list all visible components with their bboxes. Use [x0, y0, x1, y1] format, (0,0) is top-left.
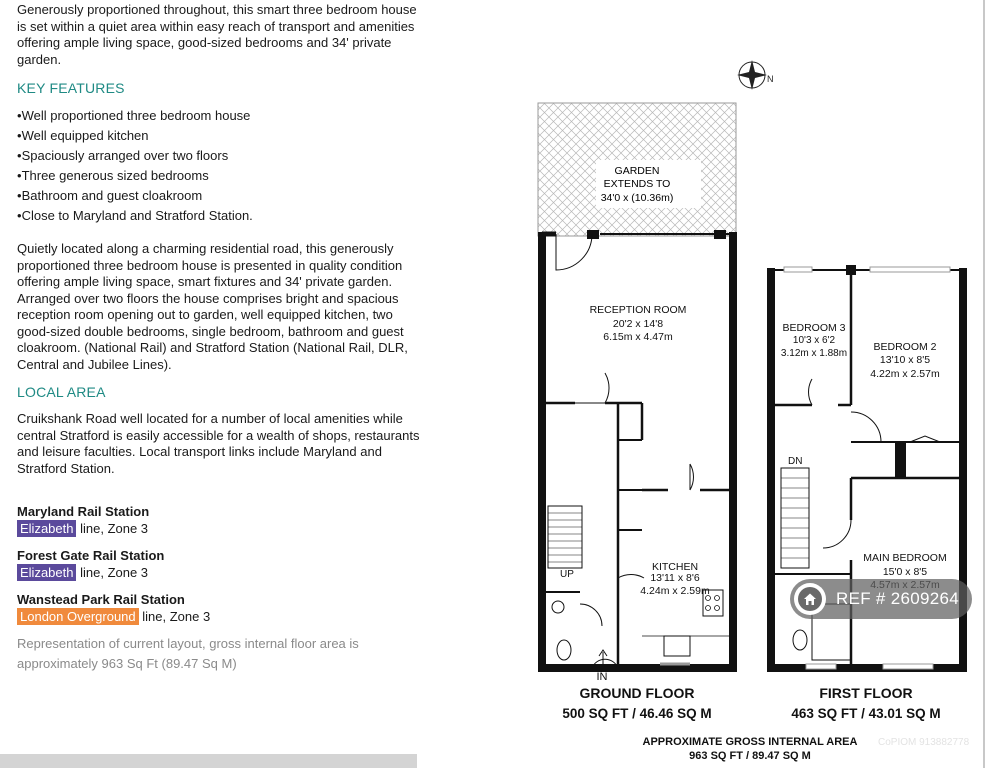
home-icon	[794, 583, 826, 615]
total-area-value: 963 SQ FT / 89.47 SQ M	[689, 750, 811, 762]
station-name: Maryland Rail Station	[17, 504, 150, 519]
ground-floor-labels	[590, 304, 710, 683]
room-dimensions-metric: 4.24m x 2.59m	[640, 585, 710, 597]
ground-floor-area: 500 SQ FT / 46.46 SQ M	[562, 706, 712, 721]
total-area-title: APPROXIMATE GROSS INTERNAL AREA	[642, 736, 858, 748]
stairs-up-label: UP	[560, 569, 574, 580]
local-area-paragraph: Cruikshank Road well located for a number of local amenities while central Stratford is easily accessible for a wealth of shops, restaurants and leisure faculties. Local transport links include Maryland and Stratford Station.	[17, 411, 420, 476]
list-item: • Spaciously arranged over two floors	[17, 146, 253, 166]
room-label-main-bedroom: MAIN BEDROOM	[863, 552, 947, 564]
line-badge: Elizabeth	[17, 564, 76, 581]
listing-description	[0, 0, 430, 768]
zone-text: line, Zone 3	[80, 521, 149, 536]
room-dimensions-metric: 3.12m x 1.88m	[780, 348, 848, 359]
stairs-down-label: DN	[788, 456, 803, 467]
horizontal-scrollbar[interactable]	[0, 754, 417, 768]
station-name: Forest Gate Rail Station	[17, 548, 165, 563]
first-floor-labels	[781, 322, 947, 591]
local-area-heading: LOCAL AREA	[17, 384, 106, 400]
garden-label-line2: EXTENDS TO	[603, 178, 671, 190]
reference-badge	[790, 579, 972, 619]
station-forest-gate	[17, 547, 164, 582]
list-item: • Three generous sized bedrooms	[17, 166, 253, 186]
garden-label: GARDEN	[614, 165, 660, 177]
room-label-bedroom-3: BEDROOM 3	[782, 322, 846, 334]
list-item: • Bathroom and guest cloakroom	[17, 186, 253, 206]
station-wanstead-park	[17, 591, 210, 626]
room-dimensions-imperial: 15'0 x 8'5	[882, 566, 928, 578]
first-floor-title: FIRST FLOOR	[819, 685, 913, 701]
room-dimensions-imperial: 13'11 x 8'6	[650, 572, 700, 584]
zone-text: line, Zone 3	[142, 609, 211, 624]
first-floor-area: 463 SQ FT / 43.01 SQ M	[791, 706, 941, 721]
ground-floor-plan	[542, 230, 733, 668]
body-paragraph: Quietly located along a charming residential road, this generously proportioned three bedroom house is presented in quality condition offering ample living space, smart fixtures and 34' private garden. Arranged over two floors the house comprises bright and spacious reception room opening out to garden, well equipped kitchen, two good-sized double bedrooms, single bedroom, bathroom and guest cloakroom. (National Rail) and Stratford Station (National Rail, DLR, Central and Jubilee Lines).	[17, 241, 408, 372]
line-badge: London Overground	[17, 608, 139, 625]
room-dimensions-imperial: 20'2 x 14'8	[612, 318, 664, 330]
compass-icon	[737, 60, 774, 90]
entrance-label: IN	[596, 671, 608, 683]
station-maryland	[17, 503, 149, 538]
compass-north-label: N	[767, 74, 774, 84]
ground-floor-title: GROUND FLOOR	[579, 685, 695, 701]
room-dimensions-metric: 6.15m x 4.47m	[603, 331, 673, 343]
room-dimensions-imperial: 10'3 x 6'2	[792, 335, 836, 346]
floor-area-disclaimer: Representation of current layout, gross internal floor area is approximately 963 Sq Ft (89.47 Sq M)	[17, 636, 359, 671]
garden-dimensions: 34'0 x (10.36m)	[600, 192, 674, 204]
station-name: Wanstead Park Rail Station	[17, 592, 185, 607]
floorplan-drawing	[430, 0, 983, 768]
list-item: • Well equipped kitchen	[17, 126, 253, 146]
garden-area	[538, 103, 736, 236]
room-label-bedroom-2: BEDROOM 2	[873, 341, 937, 353]
watermark-text: CoPIOM 913882778	[878, 737, 970, 748]
line-badge: Elizabeth	[17, 520, 76, 537]
key-features-list	[17, 106, 253, 226]
floor-area-summary	[562, 685, 940, 762]
zone-text: line, Zone 3	[80, 565, 149, 580]
room-label-kitchen: KITCHEN	[651, 561, 699, 573]
list-item: • Well proportioned three bedroom house	[17, 106, 253, 126]
room-label-reception: RECEPTION ROOM	[589, 304, 687, 316]
room-dimensions-imperial: 13'10 x 8'5	[879, 354, 931, 366]
intro-paragraph: Generously proportioned throughout, this smart three bedroom house is set within a quiet area within easy reach of transport and amenities offering ample living space, good-sized bedrooms and 34' private garden.	[17, 2, 417, 67]
key-features-heading: KEY FEATURES	[17, 80, 125, 96]
room-dimensions-metric: 4.22m x 2.57m	[870, 368, 940, 380]
list-item: • Close to Maryland and Stratford Station.	[17, 206, 253, 226]
reference-number: REF # 2609264	[836, 589, 959, 608]
